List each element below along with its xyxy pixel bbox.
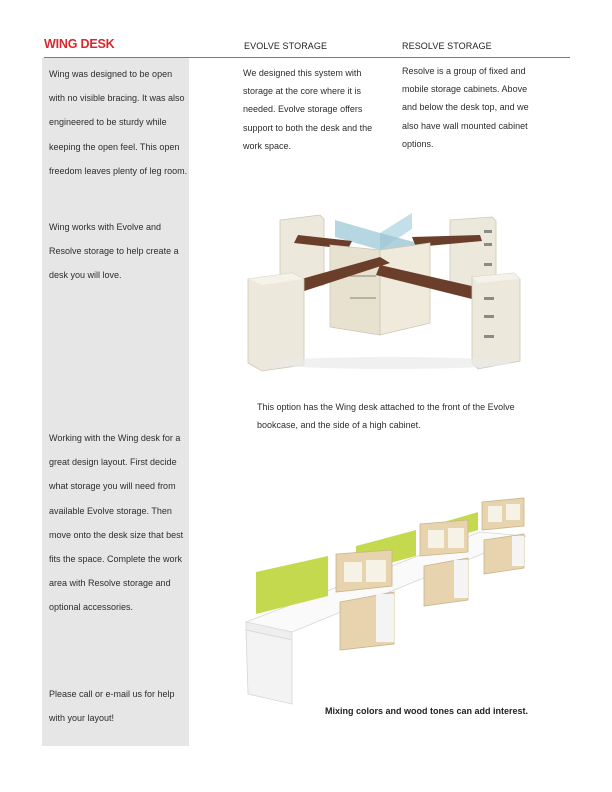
wing-desk-cluster-image — [240, 205, 530, 375]
page-title: WING DESK — [44, 37, 115, 51]
sidebar-contact-text: Please call or e-mail us for help with your layout! — [49, 689, 175, 724]
bench-desk-image — [244, 494, 530, 710]
evolve-description: We designed this system with storage at the core where it is needed. Evolve storage offers support to both the desk and the work space. — [243, 68, 373, 151]
sidebar-layout-text: Working with the Wing desk for a great design layout. First decide what storage you will need from available Evolve storage. Then move onto the desk size that best fits the space. Complete the work area with Resolve storage and optional accessories. — [49, 433, 184, 613]
resolve-heading: RESOLVE STORAGE — [402, 41, 492, 51]
sidebar-storage-text: Wing works with Evolve and Resolve storage to help create a desk you will love. — [49, 222, 179, 281]
resolve-description: Resolve is a group of fixed and mobile storage cabinets. Above and below the desk top, and we also have wall mounted cabinet options. — [402, 66, 529, 149]
figure1-caption: This option has the Wing desk attached to the front of the Evolve bookcase, and the side of a high cabinet. — [257, 402, 515, 430]
evolve-heading: EVOLVE STORAGE — [244, 41, 328, 51]
figure2-caption: Mixing colors and wood tones can add interest. — [325, 706, 529, 716]
sidebar — [42, 58, 189, 746]
sidebar-intro-text: Wing was designed to be open with no visible bracing. It was also engineered to be sturdy while keeping the open feel. This open freedom leaves plenty of leg room. — [49, 69, 188, 176]
